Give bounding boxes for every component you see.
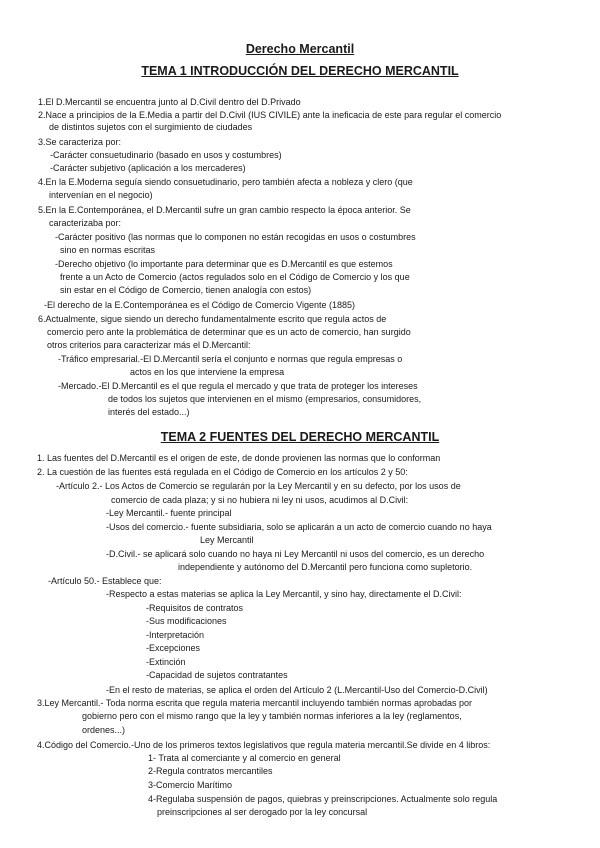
tema1-line-8: intervenían en el negocio) (49, 190, 153, 200)
section-heading-tema1: TEMA 1 INTRODUCCIÓN DEL DERECHO MERCANTIL (141, 64, 459, 78)
tema2-line-26: 4-Regulaba suspensión de pagos, quiebras y preinscripciones. Actualmente solo regula (148, 794, 498, 804)
tema1-line-21: actos en los que interviene la empresa (130, 367, 285, 377)
tema1-line-23: de todos los sujetos que intervienen en el mismo (empresarios, consumidores, (108, 394, 422, 404)
tema2-line-20: gobierno pero con el mismo rango que la ley y también normas inferiores a la ley (reglamentos, (82, 711, 462, 721)
tema2-line-21: ordenes...) (82, 725, 126, 735)
tema2-line-22: 4.Código del Comercio.-Uno de los primeros textos legislativos que regula materia mercantil.Se divide en 4 libros: (37, 740, 491, 750)
tema2-line-1: 1. Las fuentes del D.Mercantil es el origen de este, de donde provienen las normas que lo conforman (37, 453, 441, 463)
tema2-line-25: 3-Comercio Marítimo (148, 780, 233, 790)
tema1-line-5: -Carácter consuetudinario (basado en usos y costumbres) (50, 150, 282, 160)
section-heading-tema2: TEMA 2 FUENTES DEL DERECHO MERCANTIL (160, 430, 440, 444)
tema2-line-7: Ley Mercantil (200, 535, 254, 545)
tema2-line-5: -Ley Mercantil.- fuente principal (106, 508, 232, 518)
tema2-line-14: -Interpretación (146, 630, 205, 640)
tema1-line-15: sin estar en el Código de Comercio, tienen analogía con estos) (60, 285, 312, 295)
tema1-line-9: 5.En la E.Contemporánea, el D.Mercantil sufre un gran cambio respecto la época anterior. Se (38, 205, 411, 215)
tema1-line-7: 4.En la E.Moderna seguía siendo consuetudinario, pero también afecta a nobleza y clero (que (38, 177, 413, 187)
tema1-line-6: -Carácter subjetivo (aplicación a los mercaderes) (50, 163, 246, 173)
tema1-line-2: 2.Nace a principios de la E.Media a partir del D.Civil (IUS CIVILE) ante la ineficacia de este para regular el comercio (38, 110, 502, 120)
tema2-line-24: 2-Regula contratos mercantiles (148, 766, 273, 776)
tema2-line-27: preinscripciones al ser derogado por la ley concursal (157, 807, 368, 817)
tema1-line-14: frente a un Acto de Comercio (actos regulados solo en el Código de Comercio y los que (60, 272, 410, 282)
tema2-line-13: -Sus modificaciones (146, 616, 227, 626)
tema1-line-3: de distintos sujetos con el surgimiento de ciudades (49, 122, 253, 132)
tema2-line-17: -Capacidad de sujetos contratantes (146, 670, 288, 680)
tema2-line-4: comercio de cada plaza; y si no hubiera ni ley ni usos, acudimos al D.Civil: (111, 495, 409, 505)
tema2-line-6: -Usos del comercio.- fuente subsidiaria, solo se aplicarán a un acto de comercio cuando no haya (106, 522, 492, 532)
tema2-line-12: -Requisitos de contratos (146, 603, 244, 613)
tema1-line-20: -Tráfico empresarial.-El D.Mercantil sería el conjunto e normas que regula empresas o (58, 354, 403, 364)
tema2-line-19: 3.Ley Mercantil.- Toda norma escrita que regula materia mercantil incluyendo también normas aprobadas por (37, 698, 473, 708)
tema1-line-13: -Derecho objetivo (lo importante para determinar que es D.Mercantil es que estemos (55, 259, 393, 269)
tema2-line-23: 1- Trata al comerciante y al comercio en general (148, 753, 341, 763)
tema1-line-24: interés del estado...) (108, 407, 190, 417)
tema1-line-12: sino en normas escritas (60, 245, 156, 255)
tema1-line-22: -Mercado.-El D.Mercantil es el que regula el mercado y que trata de proteger los intereses (58, 381, 418, 391)
tema1-line-10: caracterizaba por: (49, 218, 122, 228)
tema1-line-18: comercio pero ante la problemática de determinar que es un acto de comercio, han surgido (47, 327, 411, 337)
tema1-line-11: -Carácter positivo (las normas que lo componen no están recogidas en usos o costumbres (55, 232, 416, 242)
tema1-line-1: 1.El D.Mercantil se encuentra junto al D.Civil dentro del D.Privado (38, 97, 301, 107)
tema2-line-10: -Artículo 50.- Establece que: (48, 576, 162, 586)
tema2-line-9: independiente y autónomo del D.Mercantil pero funciona como supletorio. (178, 562, 473, 572)
tema1-line-17: 6.Actualmente, sigue siendo un derecho fundamentalmente escrito que regula actos de (38, 314, 387, 324)
tema2-line-18: -En el resto de materias, se aplica el orden del Artículo 2 (L.Mercantil-Uso del Comercio-D.Civil) (106, 685, 488, 695)
tema2-line-8: -D.Civil.- se aplicará solo cuando no haya ni Ley Mercantil ni usos del comercio, es un derecho (106, 549, 485, 559)
tema2-line-16: -Extinción (146, 657, 186, 667)
tema2-line-15: -Excepciones (146, 643, 201, 653)
document-title: Derecho Mercantil (245, 42, 355, 56)
tema1-line-16: -El derecho de la E.Contemporánea es el Código de Comercio Vigente (1885) (44, 300, 356, 310)
tema2-line-2: 2. La cuestión de las fuentes está regulada en el Código de Comercio en los artículos 2 y 50: (37, 467, 408, 477)
tema1-line-19: otros criterios para caracterizar más el D.Mercantil: (47, 340, 251, 350)
tema1-line-4: 3.Se caracteriza por: (38, 137, 122, 147)
tema2-line-3: -Artículo 2.- Los Actos de Comercio se regularán por la Ley Mercantil y en su defecto, por los usos de (56, 481, 461, 491)
tema2-line-11: -Respecto a estas materias se aplica la Ley Mercantil, y sino hay, directamente el D.Civil: (106, 589, 462, 599)
